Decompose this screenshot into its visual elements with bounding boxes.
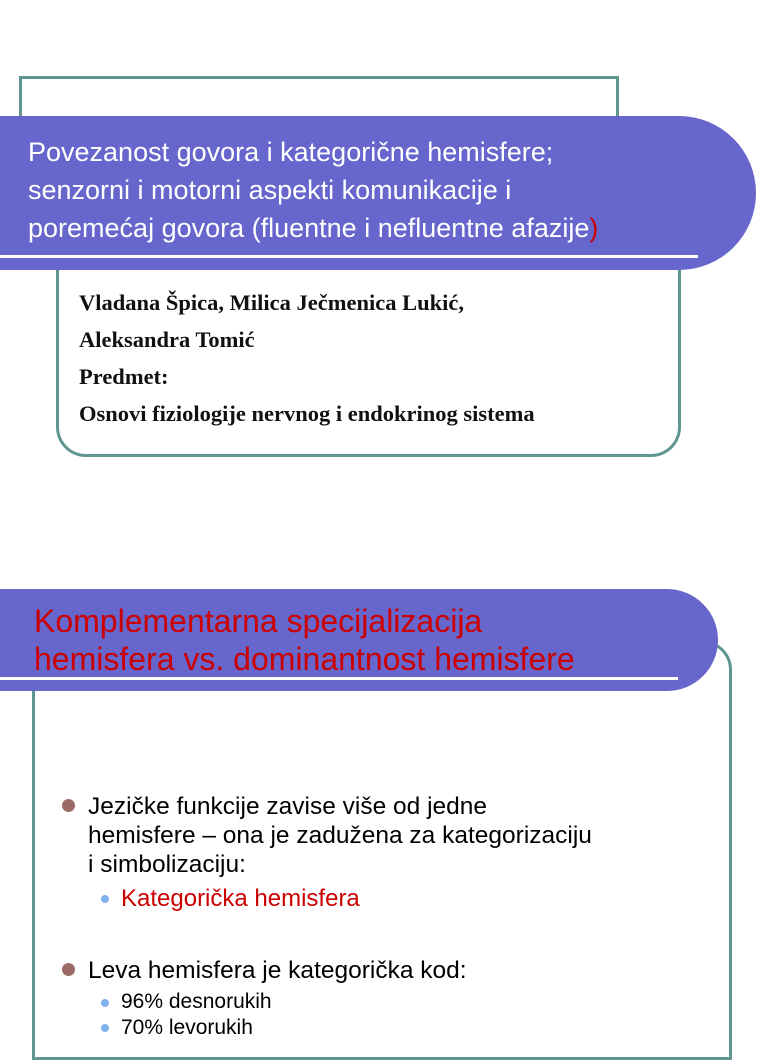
bullet-1-line-3: i simbolizaciju: (88, 851, 246, 878)
bullet-1-sub-text: Kategorička hemisfera (121, 885, 360, 912)
bullet-2-sub-1-text: 96% desnorukih (121, 990, 272, 1013)
bullet-2-text: Leva hemisfera je kategorička kod: (88, 957, 467, 984)
bullet-1-line-2: hemisfere – ona je zadužena za kategorizaciju (88, 822, 592, 849)
slide2-title-line-2: hemisfera vs. dominantnost hemisfere (34, 641, 575, 677)
slide2-title-line-1: Komplementarna specijalizacija (34, 603, 483, 639)
slide2-title (34, 602, 694, 678)
slide1-title-line-1: Povezanost govora i kategorične hemisfere; (28, 137, 554, 167)
bullet-2-sub-2-marker (101, 1024, 109, 1032)
bullet-2-marker (62, 963, 75, 976)
slide1-title-line-2: senzorni i motorni aspekti komunikacije i (28, 175, 512, 205)
slide1-title-closing-paren: ) (589, 213, 599, 243)
subject-label: Predmet: (79, 364, 169, 389)
bullet-1-marker (62, 799, 75, 812)
subject-name: Osnovi fiziologije nervnog i endokrinog sistema (79, 401, 535, 426)
slide1-banner-rule (0, 255, 698, 258)
slide1-title-line-3-text: poremećaj govora (fluentne i nefluentne afazije (28, 213, 590, 243)
slide1-title-line-3 (28, 209, 708, 247)
slide1-title (28, 133, 708, 247)
authors-line-2: Aleksandra Tomić (79, 327, 255, 352)
bullet-1-sub-marker (101, 895, 109, 903)
authors-line-1: Vladana Špica, Milica Ječmenica Lukić, (79, 290, 464, 315)
bullet-2-sub-1-marker (101, 999, 109, 1007)
bullet-1-line-1: Jezičke funkcije zavise više od jedne (88, 793, 488, 820)
slide1-body (79, 284, 699, 432)
bullet-1-text (88, 792, 728, 879)
bullet-2-sub-2-text: 70% levorukih (121, 1016, 253, 1039)
